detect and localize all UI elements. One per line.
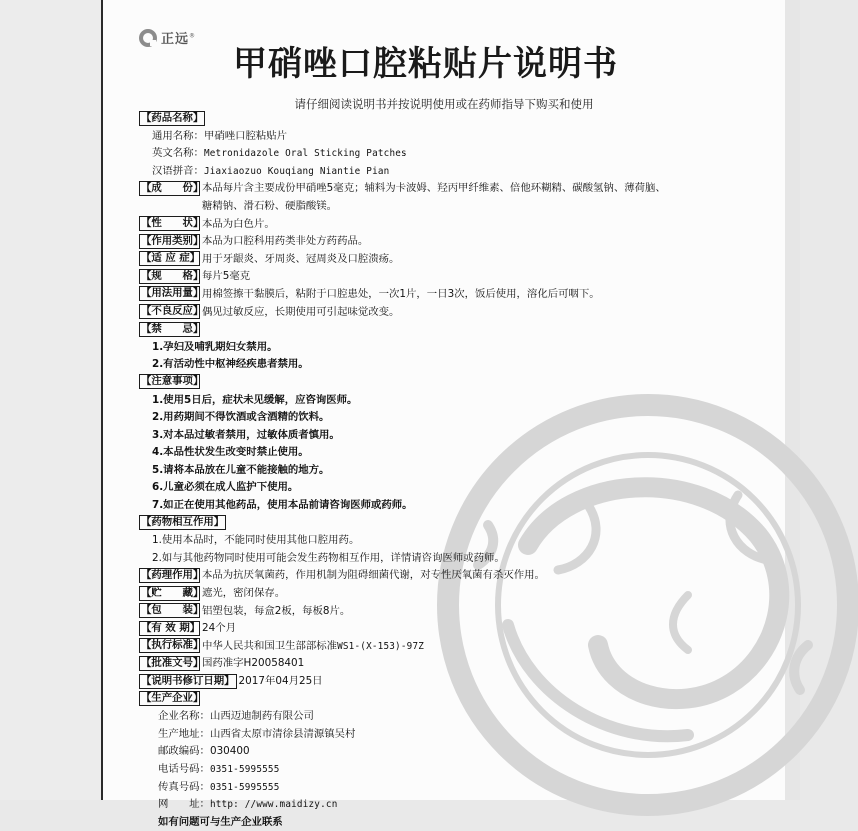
contact-note: 如有问题可与生产企业联系 <box>158 815 283 828</box>
package-row: 【包 装】铝塑包装，每盒2板，每板8片。 <box>141 604 351 617</box>
adverse-row: 【不良反应】偶见过敏反应，长期使用可引起味觉改变。 <box>141 305 400 318</box>
interaction-item: 1.使用本品时，不能同时使用其他口腔用药。 <box>152 534 360 547</box>
manufacturer-row <box>139 691 779 709</box>
left-margin <box>0 0 103 800</box>
dosage-row: 【用法用量】用棉签擦干黏膜后，粘附于口腔患处，一次1片，一日3次，饭后使用，溶化后可咽下。 <box>141 287 600 300</box>
english-name-row: 英文名称：Metronidazole Oral Sticking Patches <box>152 147 407 160</box>
page-title: 甲硝唑口腔粘贴片说明书 <box>233 44 618 84</box>
dosage-label: 【用法用量】 <box>141 287 204 300</box>
approval-row: 【批准文号】国药准字H20058401 <box>141 656 305 670</box>
package-label: 【包 装】 <box>141 604 204 617</box>
category-row: 【作用类别】本品为口腔科用药类非处方药药品。 <box>141 234 369 248</box>
contraindication-row <box>139 321 779 339</box>
specification-label: 【规 格】 <box>141 269 204 282</box>
logo-ring-icon <box>139 29 157 47</box>
precaution-item: 4.本品性状发生改变时禁止使用。 <box>152 446 309 459</box>
character-row: 【性 状】本品为白色片。 <box>141 217 275 230</box>
specification-row: 【规 格】每片5毫克 <box>141 269 251 283</box>
composition-line2: 糖精钠、滑石粉、硬脂酸镁。 <box>202 199 338 212</box>
precaution-item: 6.儿童必须在成人监护下使用。 <box>152 481 299 494</box>
pharmacology-row: 【药理作用】本品为抗厌氧菌药，作用机制为阻碍细菌代谢，对专性厌氧菌有杀灭作用。 <box>141 568 545 582</box>
storage-label: 【贮 藏】 <box>141 586 204 599</box>
adverse-label: 【不良反应】 <box>141 305 204 318</box>
generic-name-value: 甲硝唑口腔粘贴片 <box>203 129 288 142</box>
approval-label: 【批准文号】 <box>141 656 204 669</box>
precaution-item: 3.对本品过敏者禁用，过敏体质者慎用。 <box>152 428 340 441</box>
composition-row-2 <box>139 198 779 216</box>
interaction-item: 2.如与其他药物同时使用可能会发生药物相互作用，详情请咨询医师或药师。 <box>152 551 505 564</box>
standard-row: 【执行标准】中华人民共和国卫生部部标准WS1-(X-153)-97Z <box>141 639 425 652</box>
revision-row: 【说明书修订日期】 2017年04月25日 <box>141 674 323 687</box>
precaution-item: 7.如正在使用其他药品，使用本品前请咨询医师或药师。 <box>152 499 413 512</box>
section-drug-name <box>139 110 779 128</box>
logo-text: 正远® <box>161 32 197 47</box>
composition-label: 【成 份】 <box>141 181 204 194</box>
manufacturer-label: 【生产企业】 <box>141 692 204 705</box>
manufacturer-address-row: 生产地址：山西省太原市清徐县清源镇吴村 <box>158 727 356 740</box>
validity-label: 【有 效 期】 <box>141 621 201 634</box>
brand-logo <box>139 28 196 47</box>
validity-row: 【有 效 期】 24个月 <box>141 621 237 635</box>
manufacturer-web-row: 网 址：http: //www.maidizy.cn <box>158 798 338 811</box>
precautions-label: 【注意事项】 <box>141 375 204 388</box>
generic-name-row: 通用名称：甲硝唑口腔粘贴片 <box>152 129 288 142</box>
standard-label: 【执行标准】 <box>141 639 204 652</box>
standard-code: WS1-(X-153)-97Z <box>337 640 425 652</box>
pinyin-value: Jiaxiaozuo Kouqiang Niantie Pian <box>203 165 390 177</box>
composition-row <box>139 180 779 198</box>
indication-label: 【适 应 症】 <box>141 252 201 265</box>
contraindication-label: 【禁 忌】 <box>141 322 204 335</box>
interaction-label: 【药物相互作用】 <box>141 516 225 529</box>
indication-row: 【适 应 症】 用于牙龈炎、牙周炎、冠周炎及口腔溃疡。 <box>141 252 400 265</box>
manufacturer-fax-row: 传真号码：0351-5995555 <box>158 780 280 793</box>
leaflet-body <box>139 110 779 831</box>
section-label: 【药品名称】 <box>141 111 204 124</box>
precaution-item: 1.使用5日后，症状未见缓解，应咨询医师。 <box>152 393 358 406</box>
english-name-value: Metronidazole Oral Sticking Patches <box>203 148 407 160</box>
contraindication-item: 1.孕妇及哺乳期妇女禁用。 <box>152 340 278 353</box>
leaflet-sheet <box>103 0 785 828</box>
contraindication-item: 2.有活动性中枢神经疾患者禁用。 <box>152 358 309 371</box>
page-subtitle: 请仔细阅读说明书并按说明使用或在药师指导下购买和使用 <box>294 97 594 111</box>
manufacturer-name-row: 企业名称：山西迈迪制药有限公司 <box>158 710 314 723</box>
precautions-row <box>139 374 779 392</box>
storage-row: 【贮 藏】遮光，密闭保存。 <box>141 586 286 600</box>
precaution-item: 2.用药期间不得饮酒或含酒精的饮料。 <box>152 411 330 424</box>
composition-line1: 本品每片含主要成份甲硝唑5毫克；辅料为卡波姆、羟丙甲纤维素、倍他环糊精、碳酸氢钠、薄荷脑、 <box>202 182 666 195</box>
category-label: 【作用类别】 <box>141 234 204 247</box>
character-label: 【性 状】 <box>141 217 204 230</box>
right-margin <box>785 0 800 800</box>
pinyin-row: 汉语拼音：Jiaxiaozuo Kouqiang Niantie Pian <box>152 164 390 177</box>
precaution-item: 5.请将本品放在儿童不能接触的地方。 <box>152 463 330 476</box>
website-link: http: //www.maidizy.cn <box>209 799 338 811</box>
manufacturer-phone-row: 电话号码：0351-5995555 <box>158 762 280 775</box>
manufacturer-postcode-row: 邮政编码：030400 <box>158 745 250 758</box>
revision-label: 【说明书修订日期】 <box>141 674 235 687</box>
pharmacology-label: 【药理作用】 <box>141 568 204 581</box>
interaction-row <box>139 515 779 533</box>
